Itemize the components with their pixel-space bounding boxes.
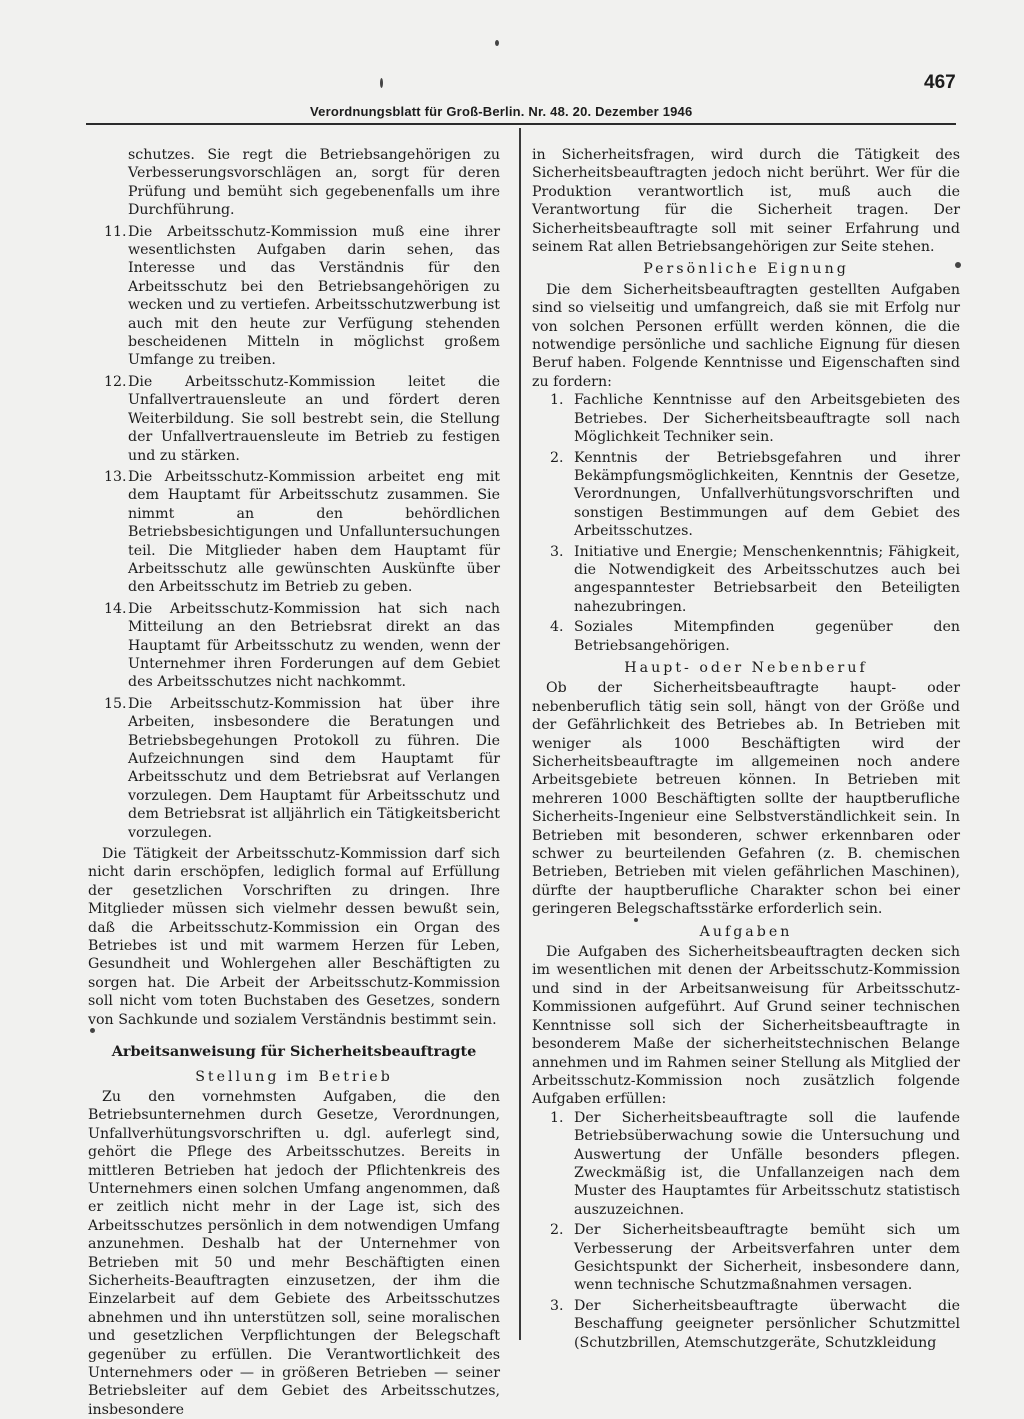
item-text: Die Arbeitsschutz-Kommission hat über ihre Arbeiten, insbesondere die Beratungen und Betriebsbegehungen Protokoll zu führen. Die Aufzeichnungen sind dem Hauptamt für Arbeitsschutz und dem Betriebsrat auf Verlangen vorzulegen. Dem Hauptamt für Arbeitsschutz und dem Betriebsrat ist alljährlich ein Tätigkeitsbericht vorzulegen.	[128, 695, 500, 841]
list-item	[532, 543, 960, 617]
item-number: 4.	[550, 619, 564, 636]
list-item	[532, 618, 960, 655]
continuation-text	[88, 146, 500, 220]
item-number: 2.	[550, 1222, 564, 1239]
body-paragraph: Die Aufgaben des Sicherheitsbeauftragten decken sich im wesentlichen mit denen der Arbeitsschutz-Kommission und sind in der Arbeitsanweisung für Arbeitsschutz-Kommissionen aufgeführt. Auf Grund seiner technischen Kenntnisse soll sich der Sicherheitsbeauftragte in besonderem Maße der sicherheitstechnischen Belange annehmen und im Rahmen seiner Stellung als Mitglied der Arbeitsschutz-Kommission noch zusätzlich folgende Aufgaben erfüllen:	[532, 944, 960, 1108]
list-item	[532, 1297, 960, 1352]
item-text: Die Arbeitsschutz-Kommission muß eine ihrer wesentlichsten Aufgaben darin sehen, das Interesse und das Verständnis für den Arbeitsschutz bei den Betriebsangehörigen zu wecken und zu vertiefen. Arbeitsschutzwerbung ist auch mit den heute zur Verfügung stehenden bescheidenen Mitteln in möglichst großem Umfange zu treiben.	[128, 223, 500, 369]
list-item	[88, 223, 500, 370]
scan-speck	[90, 1028, 95, 1033]
item-text: Fachliche Kenntnisse auf den Arbeitsgebieten des Betriebes. Der Sicherheitsbeauftragte soll nach Möglichkeit Techniker sein.	[574, 392, 960, 446]
item-number: 13.	[104, 468, 127, 485]
list-item	[532, 1221, 960, 1295]
running-header: Verordnungsblatt für Groß-Berlin. Nr. 48. 20. Dezember 1946	[310, 104, 693, 119]
subsection-heading: Stellung im Betrieb	[195, 1068, 393, 1085]
subsection-heading: Aufgaben	[699, 923, 793, 940]
item-number: 2.	[550, 449, 564, 466]
page-number: 467	[924, 72, 956, 93]
body-paragraph: Die dem Sicherheitsbeauftragten gestellten Aufgaben sind so vielseitig und umfangreich, daß sie mit Erfolg nur von solchen Personen erfüllt werden können, die die notwendige persönliche und sachliche Eignung für diesen Beruf haben. Folgende Kenntnisse und Eigenschaften sind zu fordern:	[532, 281, 960, 390]
continuation-body: schutzes. Sie regt die Betriebsangehörigen zu Verbesserungsvorschlägen an, sorgt für deren Prüfung und bemüht sich gegebenenfalls um ihre Durchführung.	[128, 147, 500, 219]
item-text: Die Arbeitsschutz-Kommission arbeitet eng mit dem Hauptamt für Arbeitsschutz zusammen. Sie nimmt an den behördlichen Betriebsbesichtigungen und Unfalluntersuchungen teil. Die Mitglieder haben dem Hauptamt für Arbeitsschutz alle gewünschten Auskünfte über den Arbeitsschutz im Betrieb zu geben.	[128, 468, 500, 596]
scan-speck	[495, 40, 499, 46]
item-text: Initiative und Energie; Menschenkenntnis; Fähigkeit, die Notwendigkeit des Arbeitsschutzes auch bei angespanntester Betriebsarbeit den Beteiligten nahezubringen.	[574, 543, 960, 615]
list-item	[88, 695, 500, 842]
list-item	[532, 449, 960, 541]
section-heading: Arbeitsanweisung für Sicherheitsbeauftragte	[111, 1043, 477, 1061]
left-column	[88, 146, 500, 1419]
right-column	[532, 146, 960, 1354]
body-paragraph: Zu den vornehmsten Aufgaben, die den Betriebsunternehmen durch Gesetze, Verordnungen, Unfallverhütungsvorschriften u. dgl. auferlegt sind, gehört die Pflege des Arbeitsschutzes. Bereits in mittleren Betrieben hat jedoch der Pflichtenkreis des Unternehmers einen solchen Umfang angenommen, daß er zeitlich nicht mehr in der Lage ist, sich des Arbeitsschutzes persönlich in dem notwendigen Umfang anzunehmen. Deshalb hat der Unternehmer von Betrieben mit 50 und mehr Beschäftigten einen Sicherheits-Beauftragten einzusetzen, der ihm die Einzelarbeit auf dem Gebiete des Arbeitsschutzes abnehmen und ihn unterstützen soll, seine moralischen und gesetzlichen Verpflichtungen der Belegschaft gegenüber zu erfüllen. Die Verantwortlichkeit des Unternehmers oder — in größeren Betrieben — seiner Betriebsleiter auf dem Gebiet des Arbeitsschutzes, insbesondere	[88, 1088, 500, 1418]
item-number: 1.	[550, 392, 564, 409]
item-number: 11.	[104, 223, 127, 240]
list-item	[88, 600, 500, 692]
list-item	[532, 1109, 960, 1219]
item-text: Der Sicherheitsbeauftragte überwacht die Beschaffung geeigneter persönlicher Schutzmittel (Schutzbrillen, Atemschutzgeräte, Schutzkleidung	[574, 1297, 960, 1351]
item-text: Kenntnis der Betriebsgefahren und ihrer Bekämpfungsmöglichkeiten, Kenntnis der Gesetze, Verordnungen, Unfallverhütungsvorschriften und sonstigen Bestimmungen auf dem Gebiet des Arbeitsschutzes.	[574, 449, 960, 540]
item-text: Die Arbeitsschutz-Kommission hat sich nach Mitteilung an den Betriebsrat direkt an das Hauptamt für Arbeitsschutz zu wenden, wenn der Unternehmer ihren Forderungen auf dem Gebiet des Arbeitsschutzes nicht nachkommt.	[128, 600, 500, 691]
column-divider	[519, 128, 521, 1340]
body-paragraph: Ob der Sicherheitsbeauftragte haupt- oder nebenberuflich tätig sein soll, hängt von der Größe und der Gefährlichkeit des Betriebes ab. In Betrieben mit weniger als 1000 Beschäftigten wird der Sicherheitsbeauftragte im allgemeinen noch andere Arbeitsgebiete betreuen können. In Betrieben mit mehreren 1000 Beschäftigten sollte der hauptberufliche Sicherheits-Ingenieur eine Selbstverständlichkeit sein. In Betrieben mit besonderen, schwer erkennbaren oder schwer zu beurteilenden Gefahren (z. B. chemischen Betrieben, Betrieben mit vielen gefährlichen Maschinen), dürfte der hauptberufliche Charakter schon bei einer geringeren Belegschaftsstärke erforderlich sein.	[532, 680, 960, 918]
item-number: 14.	[104, 600, 127, 617]
item-number: 3.	[550, 1297, 564, 1314]
item-text: Der Sicherheitsbeauftragte bemüht sich um Verbesserung der Arbeitsverfahren unter dem Gesichtspunkt der Sicherheit, insbesondere dann, wenn technische Schutzmaßnahmen versagen.	[574, 1222, 960, 1294]
scan-speck	[955, 262, 961, 268]
item-number: 12.	[104, 373, 127, 390]
item-text: Der Sicherheitsbeauftragte soll die laufende Betriebsüberwachung sowie die Untersuchung und Auswertung der Unfälle besonders pflegen. Zweckmäßig ist, die Unfallanzeigen nach dem Muster des Hauptamtes für Arbeitsschutz statistisch auszuzeichnen.	[574, 1109, 960, 1218]
subsection-heading: Persönliche Eignung	[643, 261, 849, 278]
item-number: 3.	[550, 543, 564, 560]
item-text: Soziales Mitempfinden gegenüber den Betriebsangehörigen.	[574, 619, 960, 654]
list-item	[88, 373, 500, 465]
scan-speck	[634, 918, 638, 922]
item-text: Die Arbeitsschutz-Kommission leitet die Unfallvertrauensleute an und fördert deren Weiterbildung. Sie soll bestrebt sein, die Stellung der Unfallvertrauensleute im Betrieb zu festigen und zu stärken.	[128, 373, 500, 464]
header-rule	[86, 123, 956, 125]
list-item	[88, 468, 500, 597]
body-paragraph: Die Tätigkeit der Arbeitsschutz-Kommission darf sich nicht darin erschöpfen, lediglich formal auf Erfüllung der gesetzlichen Vorschriften zu dringen. Ihre Mitglieder müssen sich vielmehr dessen bewußt sein, daß die Arbeitsschutz-Kommission ein Organ des Betriebes ist und mit warmem Herzen für Leben, Gesundheit und Wohlergehen aller Beschäftigten zu sorgen hat. Die Arbeit der Arbeitsschutz-Kommission soll nicht vom toten Buchstaben des Gesetzes, sondern von Sachkunde und sozialem Verständnis bestimmt sein.	[88, 846, 500, 1028]
list-item	[532, 391, 960, 446]
subsection-heading: Haupt- oder Nebenberuf	[624, 659, 868, 676]
item-number: 15.	[104, 695, 127, 712]
item-number: 1.	[550, 1109, 564, 1126]
continuation-text: in Sicherheitsfragen, wird durch die Tätigkeit des Sicherheitsbeauftragten jedoch nicht berührt. Wer für die Produktion verantwortlich ist, muß auch die Verantwortung für die Sicherheit tragen. Der Sicherheitsbeauftragte soll mit seiner Erfahrung und seinem Rat allen Betriebsangehörigen zur Seite stehen.	[532, 147, 960, 256]
scan-speck	[380, 78, 383, 88]
